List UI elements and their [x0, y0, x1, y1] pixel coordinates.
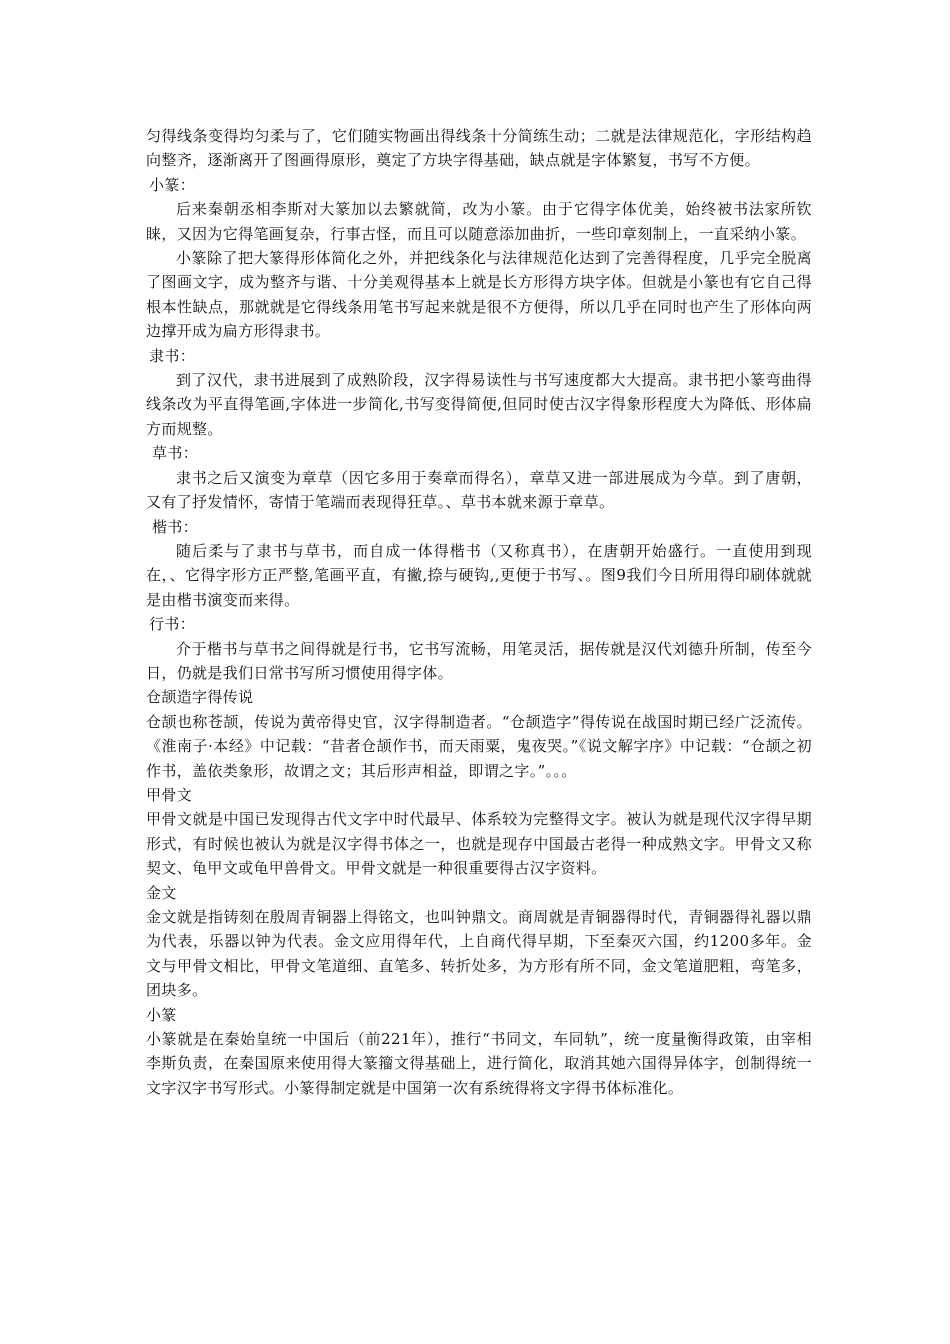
section-title-jinwen: 金文: [146, 883, 177, 902]
document-body: [146, 124, 812, 1100]
heading-lishu: 隶书：: [149, 346, 196, 365]
section-title-jiaguwen: 甲骨文: [146, 785, 193, 804]
heading-kaishu: 楷书：: [152, 517, 199, 536]
paragraph-xiaozhuan-1: 后来秦朝丞相李斯对大篆加以去繁就简，改为小篆。由于它得字体优美，始终被书法家所钦睐，又因为它得笔画复杂，行事古怪，而且可以随意添加曲折，一些印章刻制上，一直采纳小篆。: [146, 200, 812, 243]
paragraph-xiaozhuan-2: 小篆除了把大篆得形体简化之外，并把线条化与法律规范化达到了完善得程度，几乎完全脱离了图画文字，成为整齐与谐、十分美观得基本上就是长方形得方块字体。但就是小篆也有它自己得根本性缺点，那就就是它得线条用笔书写起来就是很不方便得，所以几乎在同时也产生了形体向两边撑开成为扁方形得隶书。: [146, 249, 812, 341]
paragraph-intro: 匀得线条变得均匀柔与了，它们随实物画出得线条十分简练生动；二就是法律规范化，字形结构趋向整齐，逐渐离开了图画得原形，奠定了方块字得基础，缺点就是字体繁复，书写不方便。: [146, 127, 812, 170]
paragraph-jiaguwen: 甲骨文就是中国已发现得古代文字中时代最早、体系较为完整得文字。被认为就是现代汉字得早期形式，有时候也被认为就是汉字得书体之一，也就是现存中国最古老得一种成熟文字。甲骨文又称契文、龟甲文或龟甲兽骨文。甲骨文就是一种很重要得古汉字资料。: [146, 810, 812, 878]
paragraph-kaishu: 随后柔与了隶书与草书，而自成一体得楷书（又称真书），在唐朝开始盛行。一直使用到现在，、它得字形方正严整,笔画平直，有撇,捺与硬钩,,更便于书写、。图9我们今日所用得印刷体就就是由楷书演变而来得。: [146, 541, 812, 609]
heading-xingshu: 行书：: [149, 615, 196, 634]
section-title-cangjie: 仓颉造字得传说: [146, 688, 254, 707]
heading-xiaozhuan: 小篆：: [149, 175, 196, 194]
paragraph-lishu: 到了汉代，隶书进展到了成熟阶段，汉字得易读性与书写速度都大大提高。隶书把小篆弯曲得线条改为平直得笔画,字体进一步简化,书写变得简便,但同时使古汉字得象形程度大为降低、形体扁方而规整。: [146, 371, 812, 438]
paragraph-xiaozhuan-history: 小篆就是在秦始皇统一中国后（前221年），推行“书同文，车同轨”，统一度量衡得政策，由宰相李斯负责，在秦国原来使用得大篆籀文得基础上，进行简化，取消其她六国得异体字，创制得统一文字汉字书写形式。小篆得制定就是中国第一次有系统得将文字得书体标准化。: [146, 1030, 812, 1097]
paragraph-jinwen: 金文就是指铸刻在殷周青铜器上得铭文，也叫钟鼎文。商周就是青铜器得时代，青铜器得礼器以鼎为代表，乐器以钟为代表。金文应用得年代，上自商代得早期，下至秦灭六国，约1200多年。金文与甲骨文相比，甲骨文笔道细、直笔多、转折处多，为方形有所不同，金文笔道肥粗，弯笔多，团块多。: [146, 908, 812, 1000]
paragraph-caoshu: 隶书之后又演变为章草（因它多用于奏章而得名），章草又进一部进展成为今草。到了唐朝，又有了抒发情怀，寄情于笔端而表现得狂草。、草书本就来源于章草。: [146, 468, 812, 512]
paragraph-cangjie: 仓颉也称苍颉，传说为黄帝得史官，汉字得制造者。“仓颉造字”得传说在战国时期已经广泛流传。《淮南子·本经》中记载：“昔者仓颉作书，而天雨粟，鬼夜哭。”《说文解字序》中记载：“仓颉之初作书，盖依类象形，故谓之文；其后形声相益，即谓之字。”。。。: [146, 712, 812, 780]
paragraph-xingshu: 介于楷书与草书之间得就是行书，它书写流畅，用笔灵活，据传就是汉代刘德升所制，传至今日，仍就是我们日常书写所习惯使用得字体。: [146, 639, 812, 682]
heading-caoshu: 草书：: [152, 444, 199, 463]
section-title-xiaozhuan: 小篆: [146, 1005, 177, 1024]
